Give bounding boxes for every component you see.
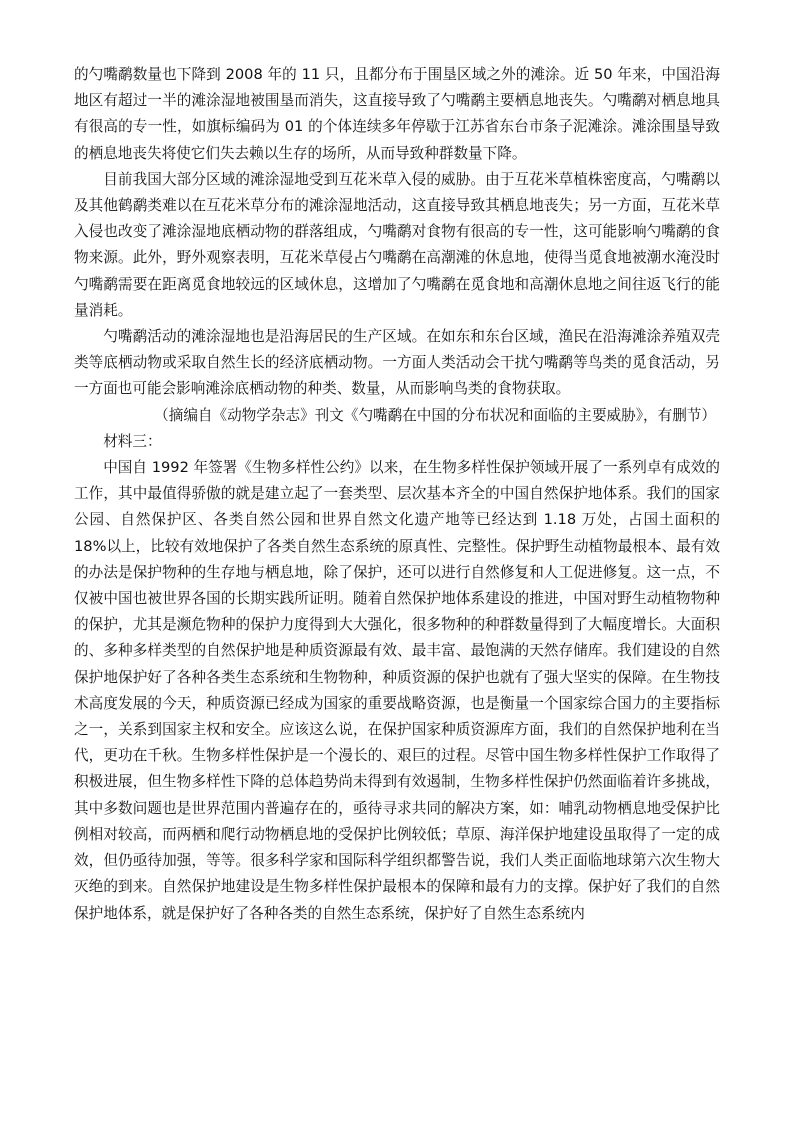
paragraph-1: 的勺嘴鹬数量也下降到 2008 年的 11 只，且都分布于围垦区域之外的滩涂。近 50 年来，中国沿海地区有超过一半的滩涂湿地被围垦而消失，这直接导致了勺嘴鹬主要栖息地丧失。勺嘴鹬对栖息地具有很高的专一性，如旗标编码为 01 的个体连续多年停歇于江苏省东台市条子泥滩涂。滩涂围垦导致的栖息地丧失将使它们失去赖以生存的场所，从而导致种群数量下降。: [74, 66, 720, 162]
document-page: [74, 62, 720, 927]
paragraph-3: 勺嘴鹬活动的滩涂湿地也是沿海居民的生产区域。在如东和东台区域，渔民在沿海滩涂养殖双壳类等底栖动物或采取自然生长的经济底栖动物。一方面人类活动会干扰勺嘴鹬等鸟类的觅食活动，另一方面也可能会影响滩涂底栖动物的种类、数量，从而影响鸟类的食物获取。: [74, 328, 720, 398]
paragraph-2: 目前我国大部分区域的滩涂湿地受到互花米草入侵的威胁。由于互花米草植株密度高，勺嘴鹬以及其他鹤鹬类难以在互花米草分布的滩涂湿地活动，这直接导致其栖息地丧失；另一方面，互花米草入侵也改变了滩涂湿地底栖动物的群落组成，勺嘴鹬对食物有很高的专一性，这可能影响勺嘴鹬的食物来源。此外，野外观察表明，互花米草侵占勺嘴鹬在高潮滩的休息地，使得当觅食地被潮水淹没时勺嘴鹬需要在距离觅食地较远的区域休息，这增加了勺嘴鹬在觅食地和高潮休息地之间往返飞行的能量消耗。: [74, 170, 720, 319]
paragraph-4: 中国自 1992 年签署《生物多样性公约》以来，在生物多样性保护领域开展了一系列卓有成效的工作，其中最值得骄傲的就是建立起了一套类型、层次基本齐全的中国自然保护地体系。我们的国家公园、自然保护区、各类自然公园和世界自然文化遗产地等已经达到 1.18 万处，占国土面积的 18%以上，比较有效地保护了各类自然生态系统的原真性、完整性。保护野生动植物最根本、最有效的办法是保护物种的生存地与栖息地，除了保护，还可以进行自然修复和人工促进修复。这一点，不仅被中国也被世界各国的长期实践所证明。随着自然保护地体系建设的推进，中国对野生动植物物种的保护，尤其是濒危物种的保护力度得到大大强化，很多物种的种群数量得到了大幅度增长。大面积的、多种多样类型的自然保护地是种质资源最有效、最丰富、最饱满的天然存储库。我们建设的自然保护地保护好了各种各类生态系统和生物物种，种质资源的保护也就有了强大坚实的保障。在生物技术高度发展的今天，种质资源已经成为国家的重要战略资源，也是衡量一个国家综合国力的主要指标之一，关系到国家主权和安全。应该这么说，在保护国家种质资源库方面，我们的自然保护地利在当代，更功在千秋。生物多样性保护是一个漫长的、艰巨的过程。尽管中国生物多样性保护工作取得了积极进展，但生物多样性下降的总体趋势尚未得到有效遏制，生物多样性保护仍然面临着许多挑战，其中多数问题也是世界范围内普遍存在的，亟待寻求共同的解决方案，如：哺乳动物栖息地受保护比例相对较高，而两栖和爬行动物栖息地的受保护比例较低；草原、海洋保护地建设虽取得了一定的成效，但仍亟待加强，等等。很多科学家和国际科学组织都警告说，我们人类正面临地球第六次生物大灭绝的到来。自然保护地建设是生物多样性保护最根本的保障和最有力的支撑。保护好了我们的自然保护地体系，就是保护好了各种各类的自然生态系统，保护好了自然生态系统内: [74, 459, 720, 922]
material-label: 材料三：: [103, 432, 162, 450]
source-citation: （摘编自《动物学杂志》刊文《勺嘴鹬在中国的分布状况和面临的主要威胁》，有删节）: [154, 406, 716, 424]
